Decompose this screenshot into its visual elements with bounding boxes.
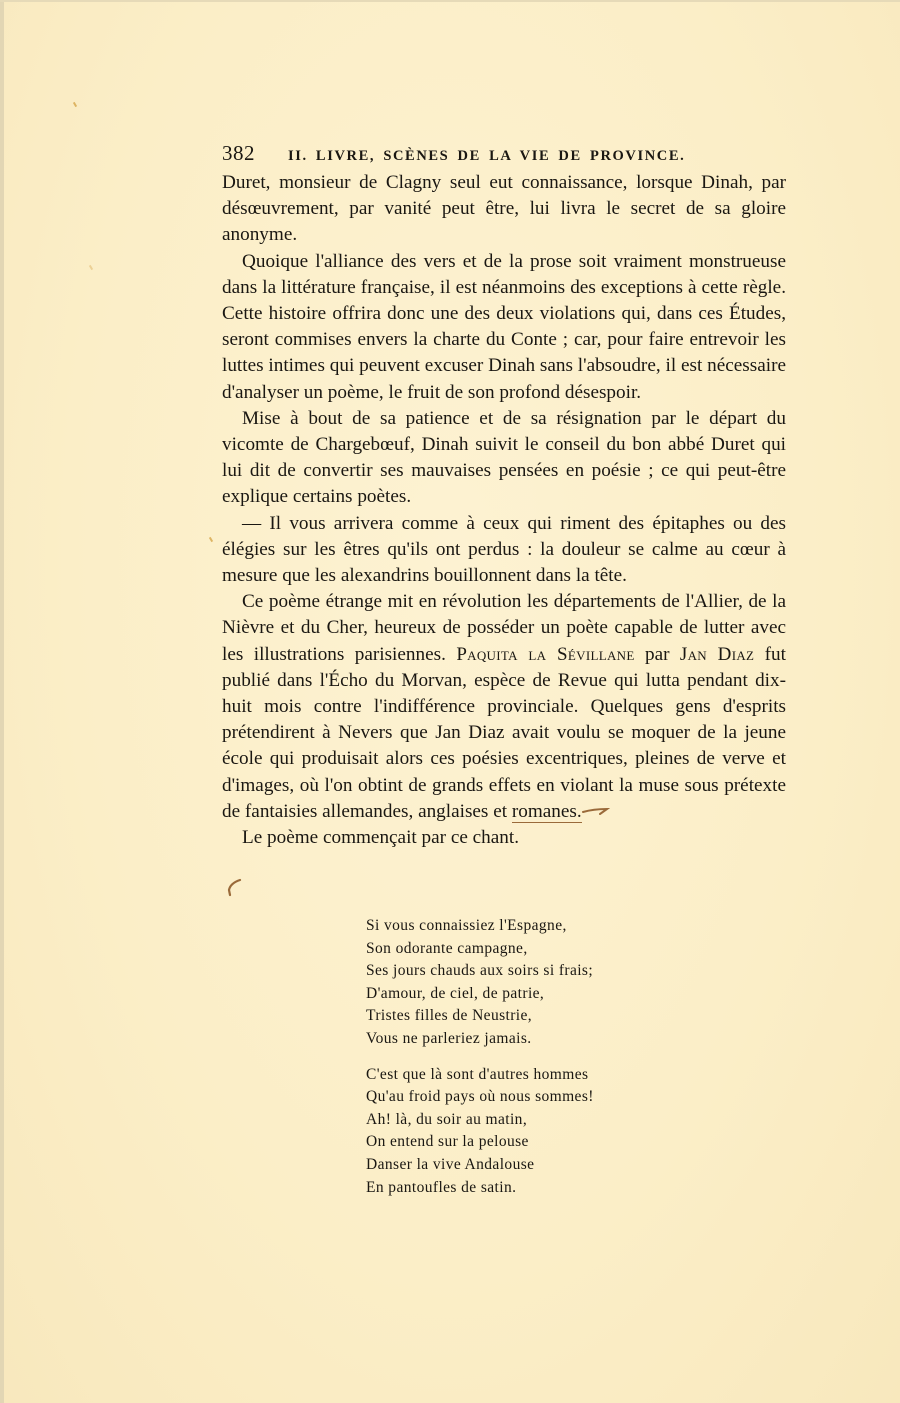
paragraph-text: par [634,643,680,665]
verse-line: En pantoufles de satin. [366,1178,517,1196]
paragraph: Le poème commençait par ce chant. [242,827,520,849]
verse-line: On entend sur la pelouse [366,1133,529,1151]
paragraph: Mise à bout de sa patience et de sa résignation par le départ du vicomte de Chargebœuf, Dinah suivit le conseil du bon abbé Duret qui lui dit de convertir ses mauvaises pensées en poésie ; ce qui peut-être explique certains poètes. [222,407,786,508]
dialogue-paragraph: — Il vous arrivera comme à ceux qui riment des épitaphes ou des élégies sur les êtres qu'ils ont perdus : la douleur se calme au cœur à mesure que les alexandrins bouillonnent dans la tête. [222,512,786,587]
verse-line: Tristes filles de Neustrie, [366,1007,533,1025]
running-head-title: II. LIVRE, SCÈNES DE LA VIE DE PROVINCE. [288,148,686,164]
verse-line: Vous ne parleriez jamais. [366,1029,532,1047]
verse-line: Ah! là, du soir au matin, [366,1110,528,1128]
verse-line: D'amour, de ciel, de patrie, [366,984,545,1002]
paper-speck [209,537,213,542]
paragraph-text: Ce poème étrange mit en révolution les départements de l'Allier, de la Nièvre et du Cher, heureux de posséder un poète capable de lutter avec les illustrations parisiennes. [222,591,786,665]
verse-line: Danser la vive Andalouse [366,1155,535,1173]
poem-stanza [366,1064,594,1200]
pen-paragraph-mark-icon [226,878,242,898]
poem [366,915,594,1212]
verse-line: C'est que là sont d'autres hommes [366,1065,589,1083]
pen-arrow-mark-icon [582,808,608,816]
page-edge-top [0,0,900,2]
verse-line: Son odorante campagne, [366,939,528,957]
verse-line: Qu'au froid pays où nous sommes! [366,1088,594,1106]
page-number: 382 [222,141,255,165]
author-name: Jan Diaz [679,643,755,665]
poem-stanza [366,915,594,1051]
verse-line: Si vous connaissiez l'Espagne, [366,917,567,934]
work-title: Paquita la Sévillane [456,643,635,665]
paper-speck [73,102,77,107]
page-edge-left [0,0,4,1403]
verse-line: Ses jours chauds aux soirs si frais; [366,962,594,980]
paragraph: Duret, monsieur de Clagny seul eut connaissance, lorsque Dinah, par désœuvrement, par vanité peut être, lui livra le secret de sa gloire anonyme. [222,172,786,246]
running-head [222,141,782,167]
body-text [222,170,786,851]
paragraph: Quoique l'alliance des vers et de la prose soit vraiment monstrueuse dans la littérature française, il est néanmoins des exceptions à cette règle. Cette histoire offrira donc une des deux violations qui, dans ces Études, seront commises envers la charte du Conte ; car, pour faire entrevoir les luttes intimes qui peuvent excuser Dinah sans l'absoudre, il est nécessaire d'analyser un poème, le fruit de son profond désespoir. [222,250,786,403]
handwritten-underline: romanes. [511,800,582,822]
paragraph [222,589,786,825]
paragraph-text: fut publié dans l'Écho du Morvan, espèce de Revue qui lutta pendant dix-huit mois contre l'indifférence provinciale. Quelques gens d'esprits prétendirent à Nevers que Jan Diaz avait voulu se moquer de la jeune école qui produisait alors ces poésies excentriques, pleines de verve et d'images, où l'on obtint de grands effets en violant la muse sous prétexte de fantaisies allemandes, anglaises et [222,643,786,822]
paper-speck [89,265,93,270]
